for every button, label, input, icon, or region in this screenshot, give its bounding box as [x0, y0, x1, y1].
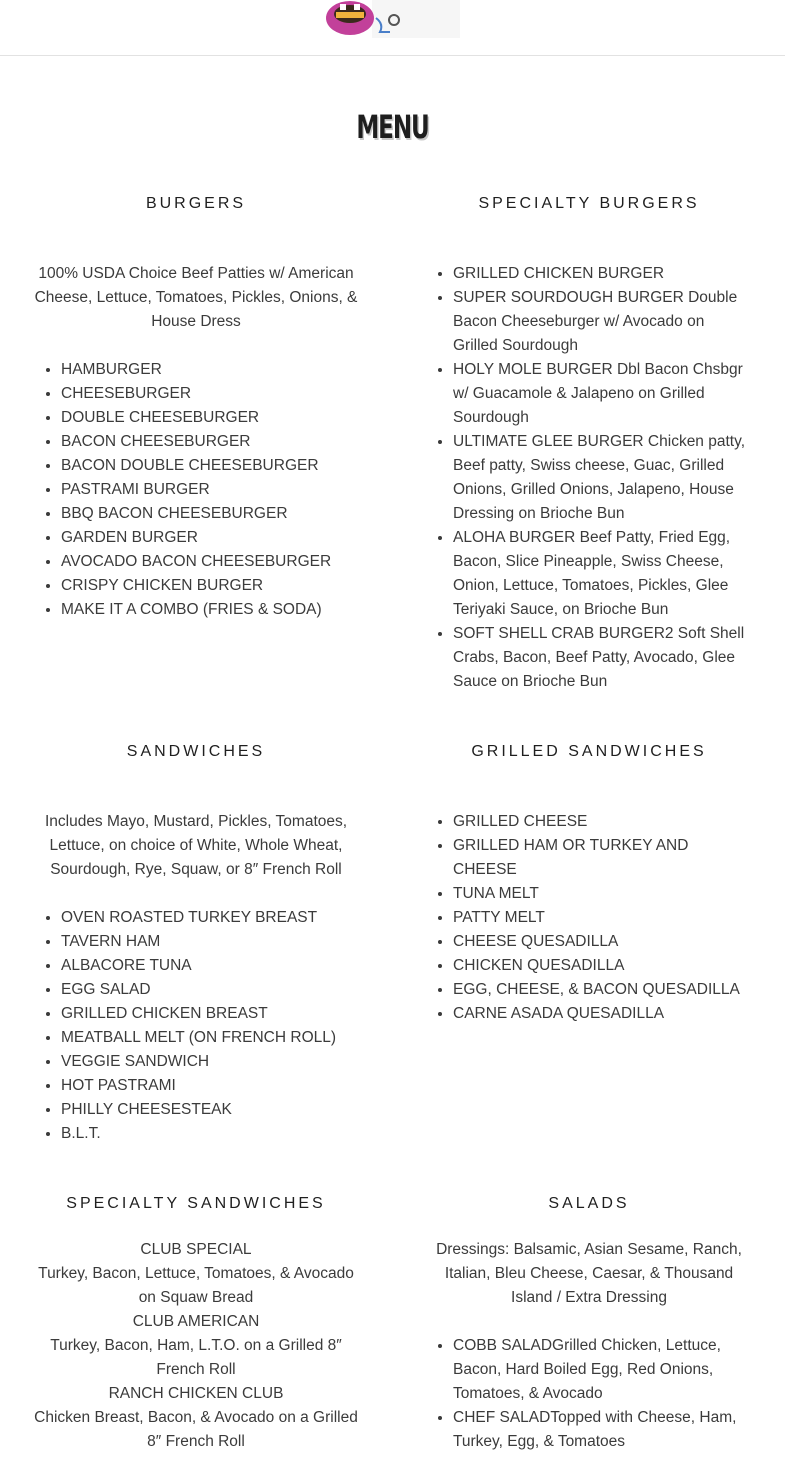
list-item: • CHICKEN QUESADILLA [453, 954, 753, 978]
list-item: • OVEN ROASTED TURKEY BREAST [61, 906, 361, 930]
salads-description: Dressings: Balsamic, Asian Sesame, Ranch, Italian, Bleu Cheese, Caesar, & Thousand Island / Extra Dressing [436, 1241, 742, 1306]
list-item: • HAMBURGER [61, 358, 361, 382]
list-item: • MAKE IT A COMBO (FRIES & SODA) [61, 598, 361, 622]
list-item: • GRILLED CHICKEN BREAST [61, 1002, 361, 1026]
club-american-description: Turkey, Bacon, Ham, L.T.O. on a Grilled 8″ French Roll [50, 1337, 342, 1378]
list-item: • VEGGIE SANDWICH [61, 1050, 361, 1074]
list-item: • SUPER SOURDOUGH BURGER Double Bacon Cheeseburger w/ Avocado on Grilled Sourdough [453, 286, 753, 358]
list-item: • CHEESEBURGER [61, 382, 361, 406]
list-item: • SOFT SHELL CRAB BURGER2 Soft Shell Crabs, Bacon, Beef Patty, Avocado, Glee Sauce on Brioche Bun [453, 622, 753, 694]
burgers-section [30, 262, 362, 622]
restaurant-logo[interactable] [320, 0, 460, 40]
specialty-sandwiches-section [30, 1238, 362, 1454]
list-item: • ULTIMATE GLEE BURGER Chicken patty, Beef patty, Swiss cheese, Guac, Grilled Onions, Grilled Onions, Jalapeno, House Dressing on Brioche Bun [453, 430, 753, 526]
list-item: • GRILLED CHEESE [453, 810, 753, 834]
list-item: • DOUBLE CHEESEBURGER [61, 406, 361, 430]
list-item: • HOLY MOLE BURGER Dbl Bacon Chsbgr w/ Guacamole & Jalapeno on Grilled Sourdough [453, 358, 753, 430]
club-special-description: Turkey, Bacon, Lettuce, Tomatoes, & Avocado on Squaw Bread [38, 1265, 354, 1306]
list-item: • BBQ BACON CHEESEBURGER [61, 502, 361, 526]
specialty-burgers-list [422, 262, 753, 694]
page-title: MENU [356, 108, 429, 146]
list-item: • BACON CHEESEBURGER [61, 430, 361, 454]
sandwiches-description: Includes Mayo, Mustard, Pickles, Tomatoes, Lettuce, on choice of White, Whole Wheat, Sourdough, Rye, Squaw, or 8″ French Roll [44, 813, 348, 878]
grilled-sandwiches-list [422, 810, 753, 1026]
site-header [0, 0, 785, 56]
sandwiches-heading: SANDWICHES [126, 743, 266, 760]
list-item: • TUNA MELT [453, 882, 753, 906]
list-item: • EGG SALAD [61, 978, 361, 1002]
burgers-list [30, 358, 361, 622]
salads-heading: SALADS [548, 1195, 630, 1212]
list-item: • MEATBALL MELT (ON FRENCH ROLL) [61, 1026, 361, 1050]
specialty-burgers-section [422, 262, 756, 694]
club-american-title: CLUB AMERICAN [132, 1313, 260, 1330]
burgers-heading: BURGERS [145, 195, 247, 212]
grilled-sandwiches-section [422, 810, 756, 1026]
list-item: • CHEF SALADTopped with Cheese, Ham, Turkey, Egg, & Tomatoes [453, 1406, 753, 1454]
donut-logo-icon [320, 0, 460, 40]
sandwiches-list [30, 906, 361, 1146]
list-item: • BACON DOUBLE CHEESEBURGER [61, 454, 361, 478]
grilled-sandwiches-heading: GRILLED SANDWICHES [471, 743, 707, 760]
club-special-title: CLUB SPECIAL [140, 1241, 252, 1258]
salads-list [422, 1334, 753, 1454]
list-item: • PHILLY CHEESESTEAK [61, 1098, 361, 1122]
list-item: • ALOHA BURGER Beef Patty, Fried Egg, Bacon, Slice Pineapple, Swiss Cheese, Onion, Lettuce, Tomatoes, Pickles, Glee Teriyaki Sauce, on Brioche Bun [453, 526, 753, 622]
list-item: • AVOCADO BACON CHEESEBURGER [61, 550, 361, 574]
list-item: • PASTRAMI BURGER [61, 478, 361, 502]
list-item: • GARDEN BURGER [61, 526, 361, 550]
sandwiches-section [30, 810, 362, 1146]
specialty-sandwiches-heading: SPECIALTY SANDWICHES [66, 1195, 326, 1212]
list-item: • ALBACORE TUNA [61, 954, 361, 978]
list-item: • PATTY MELT [453, 906, 753, 930]
list-item: • CHEESE QUESADILLA [453, 930, 753, 954]
list-item: • COBB SALADGrilled Chicken, Lettuce, Bacon, Hard Boiled Egg, Red Onions, Tomatoes, & Avocado [453, 1334, 753, 1406]
salads-section [422, 1238, 756, 1454]
list-item: • B.L.T. [61, 1122, 361, 1146]
ranch-chicken-club-description: Chicken Breast, Bacon, & Avocado on a Grilled 8″ French Roll [34, 1409, 358, 1450]
specialty-burgers-heading: SPECIALTY BURGERS [478, 195, 700, 212]
ranch-chicken-club-title: RANCH CHICKEN CLUB [108, 1385, 284, 1402]
list-item: • TAVERN HAM [61, 930, 361, 954]
list-item: • CARNE ASADA QUESADILLA [453, 1002, 753, 1026]
list-item: • GRILLED CHICKEN BURGER [453, 262, 753, 286]
list-item: • HOT PASTRAMI [61, 1074, 361, 1098]
list-item: • EGG, CHEESE, & BACON QUESADILLA [453, 978, 753, 1002]
burgers-description: 100% USDA Choice Beef Patties w/ American Cheese, Lettuce, Tomatoes, Pickles, Onions, & House Dress [34, 265, 358, 330]
list-item: • CRISPY CHICKEN BURGER [61, 574, 361, 598]
list-item: • GRILLED HAM OR TURKEY AND CHEESE [453, 834, 753, 882]
